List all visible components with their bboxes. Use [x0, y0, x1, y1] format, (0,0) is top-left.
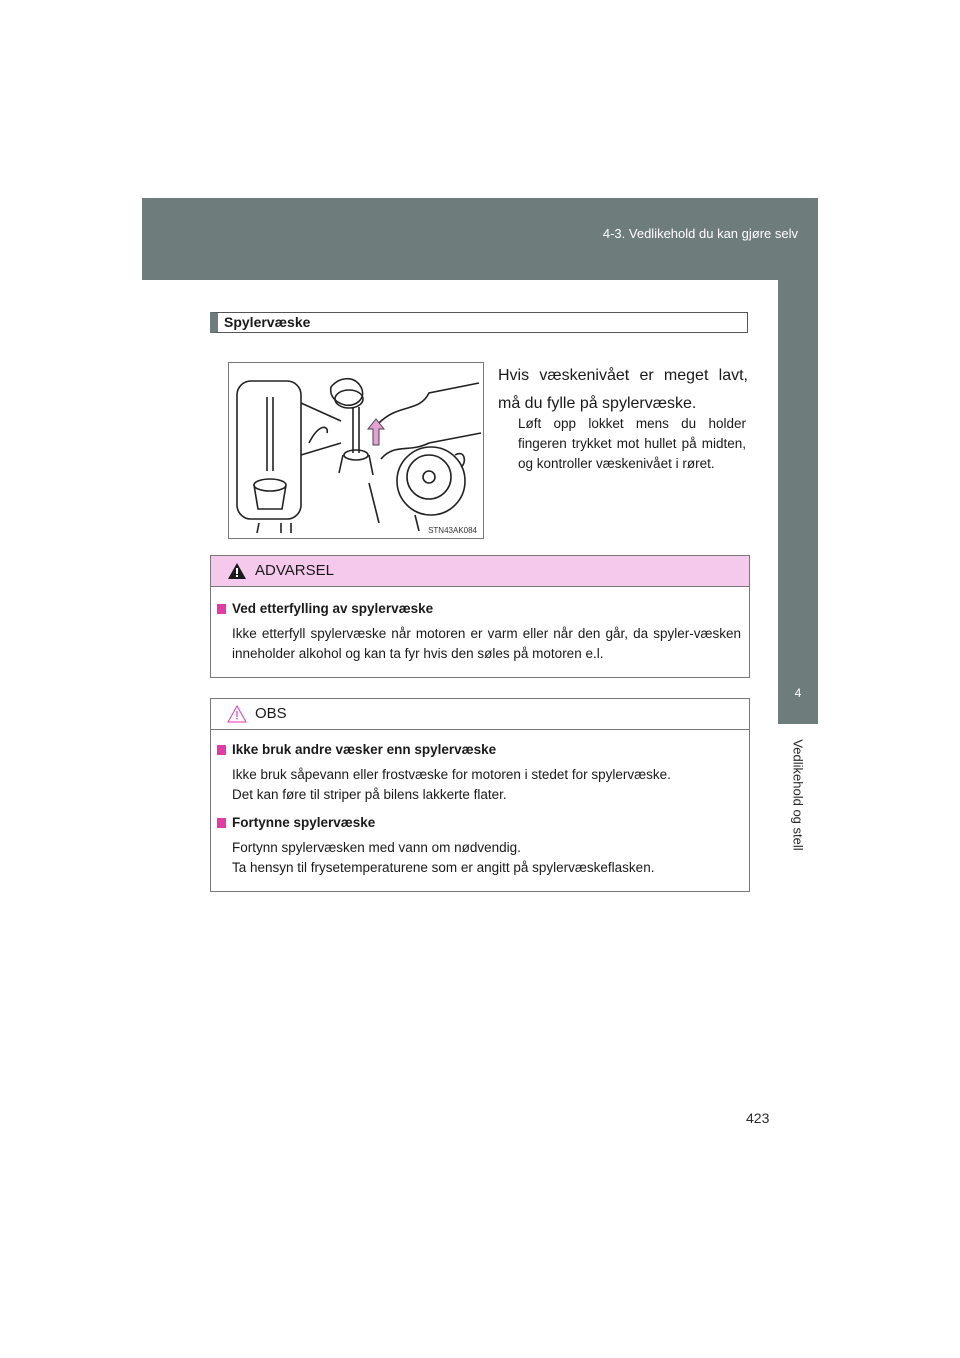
section-breadcrumb: 4-3. Vedlikehold du kan gjøre selv [602, 226, 798, 241]
figure-code: STN43AK084 [428, 526, 477, 535]
warning-item-title: Ved etterfylling av spylervæske [232, 601, 434, 616]
note-item-text [232, 765, 741, 805]
bullet-square-icon [217, 745, 226, 755]
side-tab-band [778, 280, 818, 656]
note-label: OBS [255, 705, 287, 722]
section-title: Spylervæske [210, 312, 748, 333]
note-item [217, 815, 741, 878]
header-band [142, 198, 818, 280]
note-item-line: Fortynn spylervæsken med vann om nødvendig. [232, 840, 521, 855]
warning-item [217, 601, 741, 664]
warning-box [210, 555, 750, 678]
note-item-line: Ikke bruk såpevann eller frostvæske for motoren i stedet for spylervæske. [232, 767, 671, 782]
page-number: 423 [746, 1110, 770, 1126]
note-item [217, 742, 741, 805]
bullet-square-icon [217, 604, 226, 614]
warning-header [211, 556, 749, 587]
warning-label: ADVARSEL [255, 562, 334, 579]
warning-triangle-icon [227, 562, 247, 584]
washer-reservoir-illustration [229, 363, 483, 538]
note-box [210, 698, 750, 892]
note-item-line: Det kan føre til striper på bilens lakkerte flater. [232, 787, 507, 802]
detail-text: Løft opp lokket mens du holder fingeren trykket mot hullet på midten, og kontroller væskenivået i røret. [518, 416, 746, 471]
chapter-tab[interactable] [778, 656, 818, 724]
caution-triangle-icon [227, 705, 247, 727]
chapter-number: 4 [794, 686, 802, 700]
note-item-text [232, 838, 741, 878]
intro-text: Hvis væskenivået er meget lavt, må du fylle på spylervæske. [498, 367, 748, 412]
bullet-square-icon [217, 818, 226, 828]
note-item-title: Ikke bruk andre væsker enn spylervæske [232, 742, 497, 757]
washer-fluid-figure [228, 362, 484, 539]
warning-item-text: Ikke etterfyll spylervæske når motoren er varm eller når den går, da spyler-væsken inneholder alkohol og kan ta fyr hvis den søles på motoren e.l. [232, 626, 741, 661]
note-item-title: Fortynne spylervæske [232, 815, 376, 830]
chapter-label: Vedlikehold og stell [790, 739, 806, 851]
note-item-line: Ta hensyn til frysetemperaturene som er angitt på spylervæskeflasken. [232, 860, 655, 875]
note-header [211, 699, 749, 730]
